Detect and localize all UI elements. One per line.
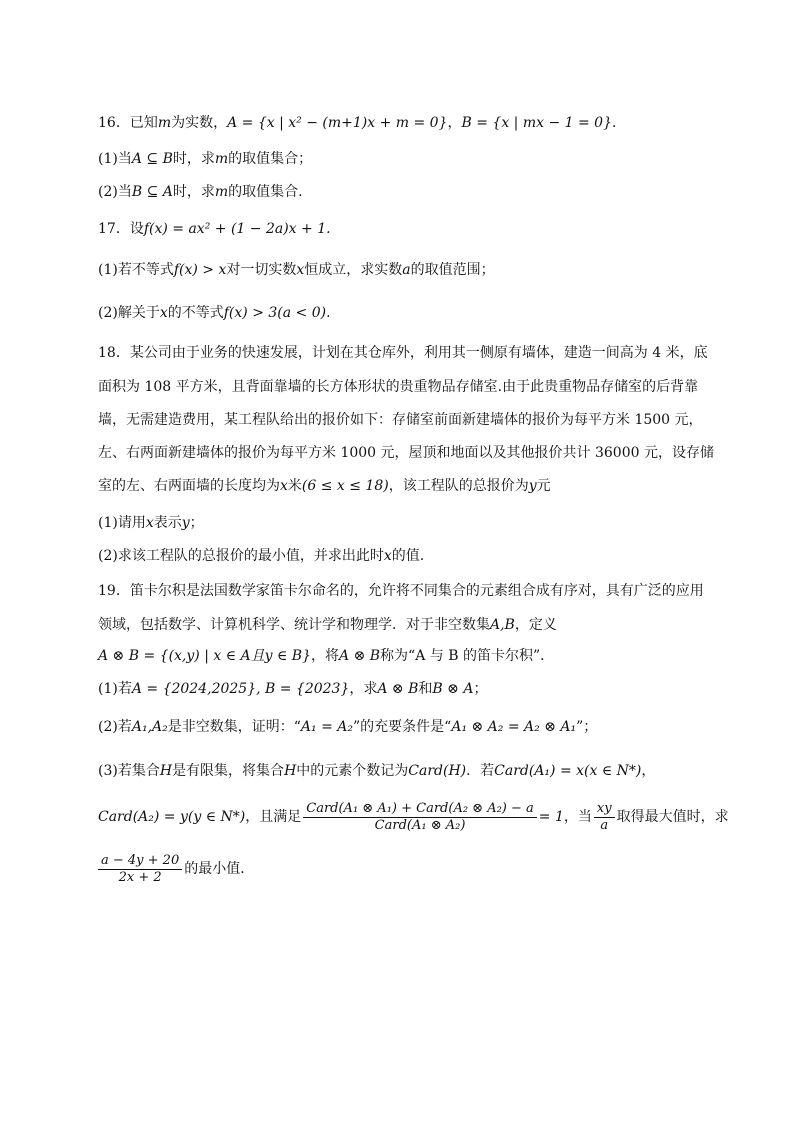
xy-over-a-fraction <box>594 801 615 834</box>
cartesian-product: A ⊗ B <box>377 681 419 697</box>
var-h: H <box>284 763 297 779</box>
var-a: a <box>402 262 411 278</box>
punct: ”； <box>576 719 598 735</box>
q18-line-2: 面积为 108 平方米，且背面靠墙的长方体形状的贵重物品存储室.由于此贵重物品存储室的后背靠 <box>98 379 699 395</box>
q19-p1-text: ，求 <box>349 681 378 697</box>
inequality: f(x) > x <box>173 262 227 278</box>
q16-text: 为实数， <box>171 115 228 131</box>
card-equation: Card(A₂) = y(y ∈ N*) <box>98 809 246 825</box>
var-m: m <box>214 184 229 200</box>
q19-part2 <box>98 716 698 738</box>
q18-text: 米 <box>287 478 302 494</box>
q19-p1-text: (1)若 <box>98 681 132 697</box>
sets: A₁,A₂ <box>131 719 168 735</box>
separator: ， <box>447 115 462 131</box>
q16-stem <box>98 112 698 134</box>
q16-p2-text: 时，求 <box>172 184 215 200</box>
q19-text: 领域，包括数学、计算机科学、统计学和物理学．对于非空数集 <box>98 617 490 633</box>
q18-text: 室的左、右两面墙的长度均为 <box>98 478 280 494</box>
sets: A = {2024,2025}, B = {2023} <box>131 681 350 697</box>
q19-p2-text: ”的充要条件是“ <box>353 719 452 735</box>
q19-p3-text: 中的元素个数记为 <box>296 763 409 779</box>
fraction-denominator: 2x + 2 <box>118 869 162 885</box>
q16-text: 16．已知 <box>98 115 158 131</box>
q19-part1 <box>98 678 698 700</box>
q17-p2-text: (2)解关于 <box>98 305 160 321</box>
var-m: m <box>157 115 172 131</box>
q16-p2-text: 的取值集合. <box>228 184 303 200</box>
q19-part3-line-3 <box>98 852 698 886</box>
q17-p1-text: 恒成立，求实数 <box>304 262 403 278</box>
q16-part1 <box>98 148 698 170</box>
q17-p2-text: 的不等式 <box>167 305 224 321</box>
q17-p1-text: 的取值范围； <box>410 262 495 278</box>
q18-p1-text: 表示 <box>153 515 182 531</box>
q16-part2 <box>98 181 698 203</box>
cartesian-product: A ⊗ B <box>339 648 381 664</box>
q17-text: 17．设 <box>98 221 144 237</box>
var-x: x <box>145 515 154 531</box>
equation: A₁ = A₂ <box>300 719 353 735</box>
cartesian-definition: A ⊗ B = {(x,y) | x ∈ A且y ∈ B} <box>98 648 312 664</box>
var-x: x <box>280 478 288 494</box>
q18-line-5 <box>98 475 698 497</box>
var-x: x <box>159 305 168 321</box>
subset-relation: A ⊆ B <box>131 151 173 167</box>
punct: ； <box>473 681 488 697</box>
sets: A,B <box>490 617 515 633</box>
q19-p2-text: (2)若 <box>98 719 132 735</box>
fraction-numerator: xy <box>594 801 615 818</box>
punct: ； <box>189 515 204 531</box>
set-a-definition: A = {x | x² − (m+1)x + m = 0} <box>227 115 448 131</box>
q19-text: ，将 <box>311 648 340 664</box>
q18-p2-text: (2)求该工程队的总报价的最小值，并求出此时 <box>98 548 384 564</box>
q18-part1 <box>98 512 698 534</box>
q19-text: 称为“A 与 B 的笛卡尔积”． <box>380 648 555 664</box>
function-definition: f(x) = ax² + (1 − 2a)x + 1. <box>143 221 331 237</box>
q16-p1-text: (1)当 <box>98 151 132 167</box>
set-b-definition: B = {x | mx − 1 = 0} <box>461 115 612 131</box>
q19-p1-text: 和 <box>418 681 433 697</box>
q16-p2-text: (2)当 <box>98 184 132 200</box>
q19-p3-text: (3)若集合 <box>98 763 160 779</box>
q18-p1-text: (1)请用 <box>98 515 146 531</box>
q19-line-1: 19．笛卡尔积是法国数学家笛卡尔命名的，允许将不同集合的元素组合成有序对，具有广泛的应用 <box>98 583 704 599</box>
var-m: m <box>214 151 229 167</box>
q19-part3-line-1 <box>98 760 698 782</box>
subset-relation: B ⊆ A <box>131 184 173 200</box>
q18-line-1: 18．某公司由于业务的快速发展，计划在其仓库外，利用其一侧原有墙体，建造一间高为 4 米，底 <box>98 345 708 361</box>
q18-part2 <box>98 545 698 567</box>
q19-p3-text: ．若 <box>466 763 495 779</box>
q18-line-4: 左、右两面新建墙体的报价为每平方米 1000 元，屋顶和地面以及其他报价共计 36000 元，设存储 <box>98 445 714 461</box>
q19-p3-text: 取得最大值时，求 <box>616 809 729 825</box>
q19-p3-text: 是有限集，将集合 <box>172 763 285 779</box>
q16-p1-text: 时，求 <box>172 151 215 167</box>
q17-part2 <box>98 302 698 324</box>
card-notation: Card(H) <box>408 763 467 779</box>
equation: A₁ ⊗ A₂ = A₂ ⊗ A₁ <box>451 719 577 735</box>
var-y: y <box>181 515 190 531</box>
q19-part3-line-2 <box>98 800 729 834</box>
q19-text: ，定义 <box>514 617 557 633</box>
fraction-numerator: Card(A₁ ⊗ A₁) + Card(A₂ ⊗ A₂) − a <box>303 801 537 818</box>
target-fraction <box>98 853 182 886</box>
q17-stem <box>98 218 698 240</box>
q18-text: ，该工程队的总报价为 <box>388 478 529 494</box>
cartesian-product: B ⊗ A <box>432 681 474 697</box>
range: (6 ≤ x ≤ 18) <box>301 478 389 494</box>
var-h: H <box>159 763 173 779</box>
card-fraction <box>303 801 537 834</box>
q18-p2-text: 的值. <box>391 548 425 564</box>
q19-p2-text: 是非空数集，证明：“ <box>167 719 301 735</box>
q19-p3-text: 的最小值． <box>184 861 255 877</box>
var-x: x <box>296 262 305 278</box>
punct: . <box>326 305 331 321</box>
equation: = 1 <box>538 809 564 825</box>
q19-line-2 <box>98 614 698 636</box>
var-y: y <box>528 478 537 494</box>
card-equation: Card(A₁) = x(x ∈ N*) <box>494 763 642 779</box>
punct: ． <box>612 115 626 131</box>
q17-p1-text: 对一切实数 <box>226 262 297 278</box>
q19-p3-text: ，且满足 <box>245 809 302 825</box>
fraction-numerator: a − 4y + 20 <box>98 853 182 870</box>
fraction-denominator: a <box>600 817 609 833</box>
q19-p3-text: ，当 <box>563 809 592 825</box>
q18-text: 元 <box>536 478 551 494</box>
q17-part1 <box>98 259 698 281</box>
q16-p1-text: 的取值集合； <box>228 151 313 167</box>
q19-line-3 <box>98 645 698 667</box>
q17-p1-text: (1)若不等式 <box>98 262 174 278</box>
punct: ， <box>641 763 656 779</box>
inequality: f(x) > 3(a < 0) <box>223 305 327 321</box>
fraction-denominator: Card(A₁ ⊗ A₂) <box>374 817 466 833</box>
var-x: x <box>383 548 392 564</box>
q18-line-3: 墙，无需建造费用，某工程队给出的报价如下：存储室前面新建墙体的报价为每平方米 1500 元， <box>98 412 703 428</box>
